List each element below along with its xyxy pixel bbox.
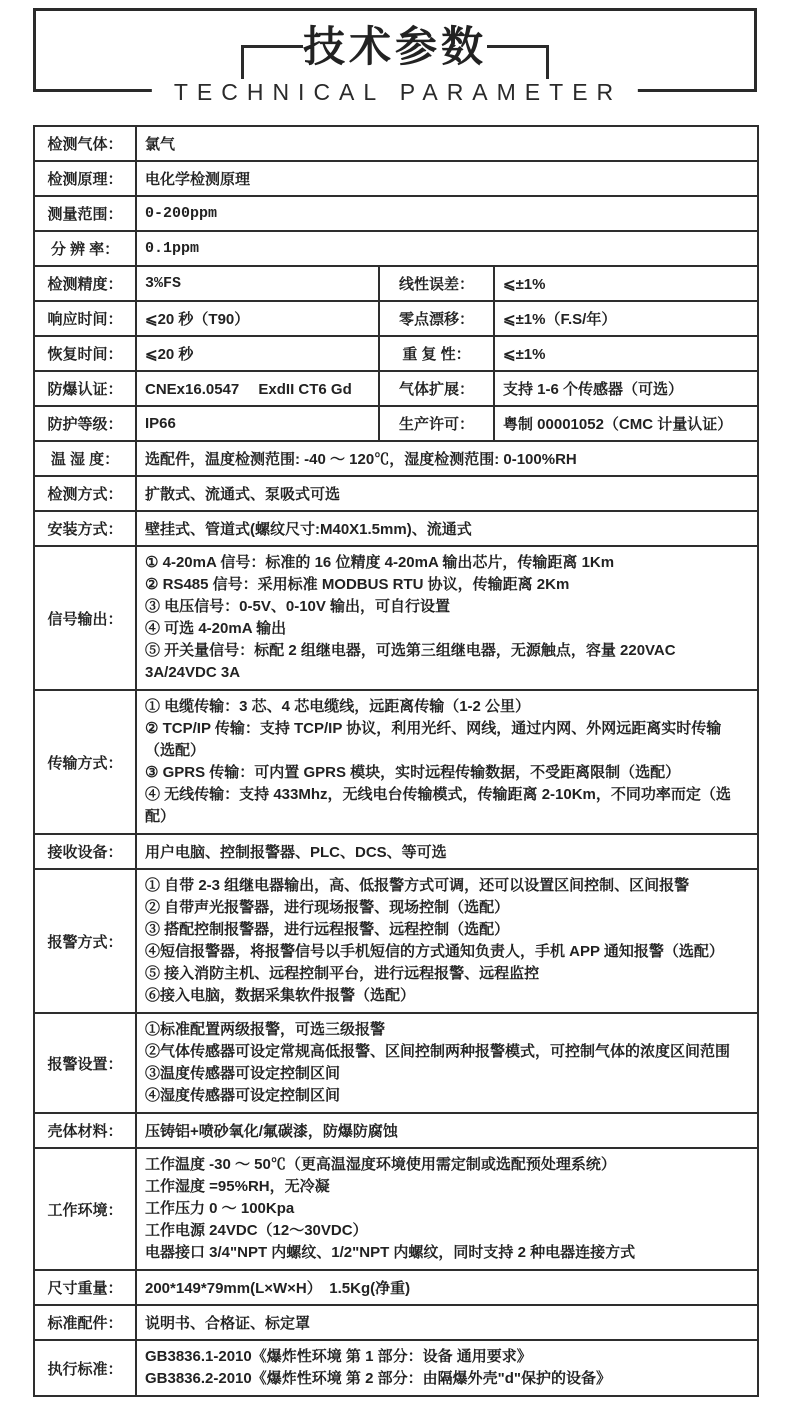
row-value: 粤制 00001052（CMC 计量认证） [494,406,758,441]
row-label: 恢复时间： [34,336,136,371]
value-line: ① 4-20mA 信号：标准的 16 位精度 4-20mA 输出芯片，传输距离 1Km [145,554,615,571]
row-label: 响应时间： [34,301,136,336]
table-row [34,301,758,336]
row-label: 零点漂移： [379,301,494,336]
table-row [34,1340,758,1396]
value-line: ⑤ 接入消防主机、远程控制平台，进行远程报警、远程监控 [145,965,540,982]
value-line: ③ GPRS 传输：可内置 GPRS 模块，实时远程传输数据，不受距离限制（选配） [145,764,681,781]
table-row [34,371,758,406]
row-label: 检测原理： [34,161,136,196]
row-label: 生产许可： [379,406,494,441]
row-value: 0-200ppm [136,196,758,231]
row-label: 温 湿 度： [34,441,136,476]
value-line: 工作压力 0 ～ 100Kpa [145,1200,295,1217]
table-row [34,1270,758,1305]
table-row [34,406,758,441]
value-line: ① 电缆传输：3 芯、4 芯电缆线，远距离传输（1-2 公里） [145,698,531,715]
row-label: 报警设置： [34,1013,136,1113]
value-line: ② TCP/IP 传输：支持 TCP/IP 协议，利用光纤、网线，通过内网、外网远距离实时传输（选配） [145,720,722,759]
page-subtitle: TECHNICAL PARAMETER [152,79,638,106]
table-row [34,690,758,834]
value-line: 电器接口 3/4"NPT 内螺纹、1/2"NPT 内螺纹，同时支持 2 种电器连接方式 [145,1244,636,1261]
row-label: 壳体材料： [34,1113,136,1148]
value-line: GB3836.1-2010《爆炸性环境 第 1 部分：设备 通用要求》 [145,1348,532,1365]
value-line: ⑥接入电脑，数据采集软件报警（选配） [145,987,416,1004]
row-value: ⩽±1%（F.S/年） [494,301,758,336]
table-row [34,1305,758,1340]
value-line: ④湿度传感器可设定控制区间 [145,1087,341,1104]
row-label: 信号输出： [34,546,136,690]
row-label: 检测方式： [34,476,136,511]
header-frame [33,8,757,105]
table-row [34,126,758,161]
row-value: 氯气 [136,126,758,161]
row-label: 分 辨 率： [34,231,136,266]
row-value [136,1340,758,1396]
row-label: 标准配件： [34,1305,136,1340]
row-value: 扩散式、流通式、泵吸式可选 [136,476,758,511]
table-row [34,869,758,1013]
page-title: 技术参数 [302,23,487,70]
row-value: CNEx16.0547 ExdII CT6 Gd [136,371,379,406]
row-label: 接收设备： [34,834,136,869]
table-row [34,546,758,690]
value-line: ①标准配置两级报警，可选三级报警 [145,1021,386,1038]
table-row [34,336,758,371]
row-label: 气体扩展： [379,371,494,406]
technical-parameters-table [33,125,759,1397]
table-row [34,196,758,231]
table-row [34,1113,758,1148]
row-value: 壁挂式、管道式(螺纹尺寸:M40X1.5mm)、流通式 [136,511,758,546]
row-label: 执行标准： [34,1340,136,1396]
row-label: 检测精度： [34,266,136,301]
row-value: 用户电脑、控制报警器、PLC、DCS、等可选 [136,834,758,869]
row-label: 尺寸重量： [34,1270,136,1305]
row-label: 重 复 性： [379,336,494,371]
value-line: ④短信报警器，将报警信号以手机短信的方式通知负责人，手机 APP 通知报警（选配） [145,943,724,960]
table-row [34,476,758,511]
row-value [136,690,758,834]
row-label: 报警方式： [34,869,136,1013]
value-line: ⑤ 开关量信号：标配 2 组继电器，可选第三组继电器，无源触点，容量 220VAC 3A/24VDC 3A [145,642,676,681]
row-value: 压铸铝+喷砂氧化/氟碳漆，防爆防腐蚀 [136,1113,758,1148]
row-value: ⩽±1% [494,266,758,301]
table-row [34,1013,758,1113]
table-row [34,161,758,196]
row-label: 防爆认证： [34,371,136,406]
row-value [136,1013,758,1113]
row-value: 支持 1-6 个传感器（可选） [494,371,758,406]
row-label: 安装方式： [34,511,136,546]
row-value: ⩽20 秒 [136,336,379,371]
value-line: 工作电源 24VDC（12～30VDC） [145,1222,368,1239]
row-value: ⩽±1% [494,336,758,371]
value-line: ④ 无线传输：支持 433Mhz，无线电台传输模式，传输距离 2-10Km，不同功率而定（选配） [145,786,731,825]
value-line: 工作湿度 =95%RH，无冷凝 [145,1178,330,1195]
row-label: 传输方式： [34,690,136,834]
row-value: 200*149*79mm(L×W×H） 1.5Kg(净重) [136,1270,758,1305]
value-line: GB3836.2-2010《爆炸性环境 第 2 部分：由隔爆外壳"d"保护的设备》 [145,1370,611,1387]
row-value: 说明书、合格证、标定罩 [136,1305,758,1340]
row-value: 电化学检测原理 [136,161,758,196]
row-value: ⩽20 秒（T90） [136,301,379,336]
row-value [136,1148,758,1270]
row-label: 防护等级： [34,406,136,441]
value-line: ③ 电压信号：0-5V、0-10V 输出，可自行设置 [145,598,451,615]
row-value: 3%FS [136,266,379,301]
row-value: 0.1ppm [136,231,758,266]
value-line: ②气体传感器可设定常规高低报警、区间控制两种报警模式，可控制气体的浓度区间范围 [145,1043,731,1060]
row-value [136,546,758,690]
row-label: 检测气体： [34,126,136,161]
table-row [34,834,758,869]
row-label: 测量范围： [34,196,136,231]
value-line: 工作温度 -30 ～ 50℃（更高温湿度环境使用需定制或选配预处理系统） [145,1156,616,1173]
value-line: ② RS485 信号：采用标准 MODBUS RTU 协议，传输距离 2Km [145,576,570,593]
value-line: ③ 搭配控制报警器，进行远程报警、远程控制（选配） [145,921,510,938]
row-label: 工作环境： [34,1148,136,1270]
table-row [34,1148,758,1270]
value-line: ④ 可选 4-20mA 输出 [145,620,287,637]
value-line: ① 自带 2-3 组继电器输出，高、低报警方式可调，还可以设置区间控制、区间报警 [145,877,690,894]
row-value [136,869,758,1013]
table-row [34,441,758,476]
row-value: 选配件，温度检测范围: -40 ～ 120℃，湿度检测范围: 0-100%RH [136,441,758,476]
row-label: 线性误差： [379,266,494,301]
table-row [34,511,758,546]
table-row [34,266,758,301]
value-line: ② 自带声光报警器，进行现场报警、现场控制（选配） [145,899,510,916]
table-row [34,231,758,266]
row-value: IP66 [136,406,379,441]
value-line: ③温度传感器可设定控制区间 [145,1065,341,1082]
